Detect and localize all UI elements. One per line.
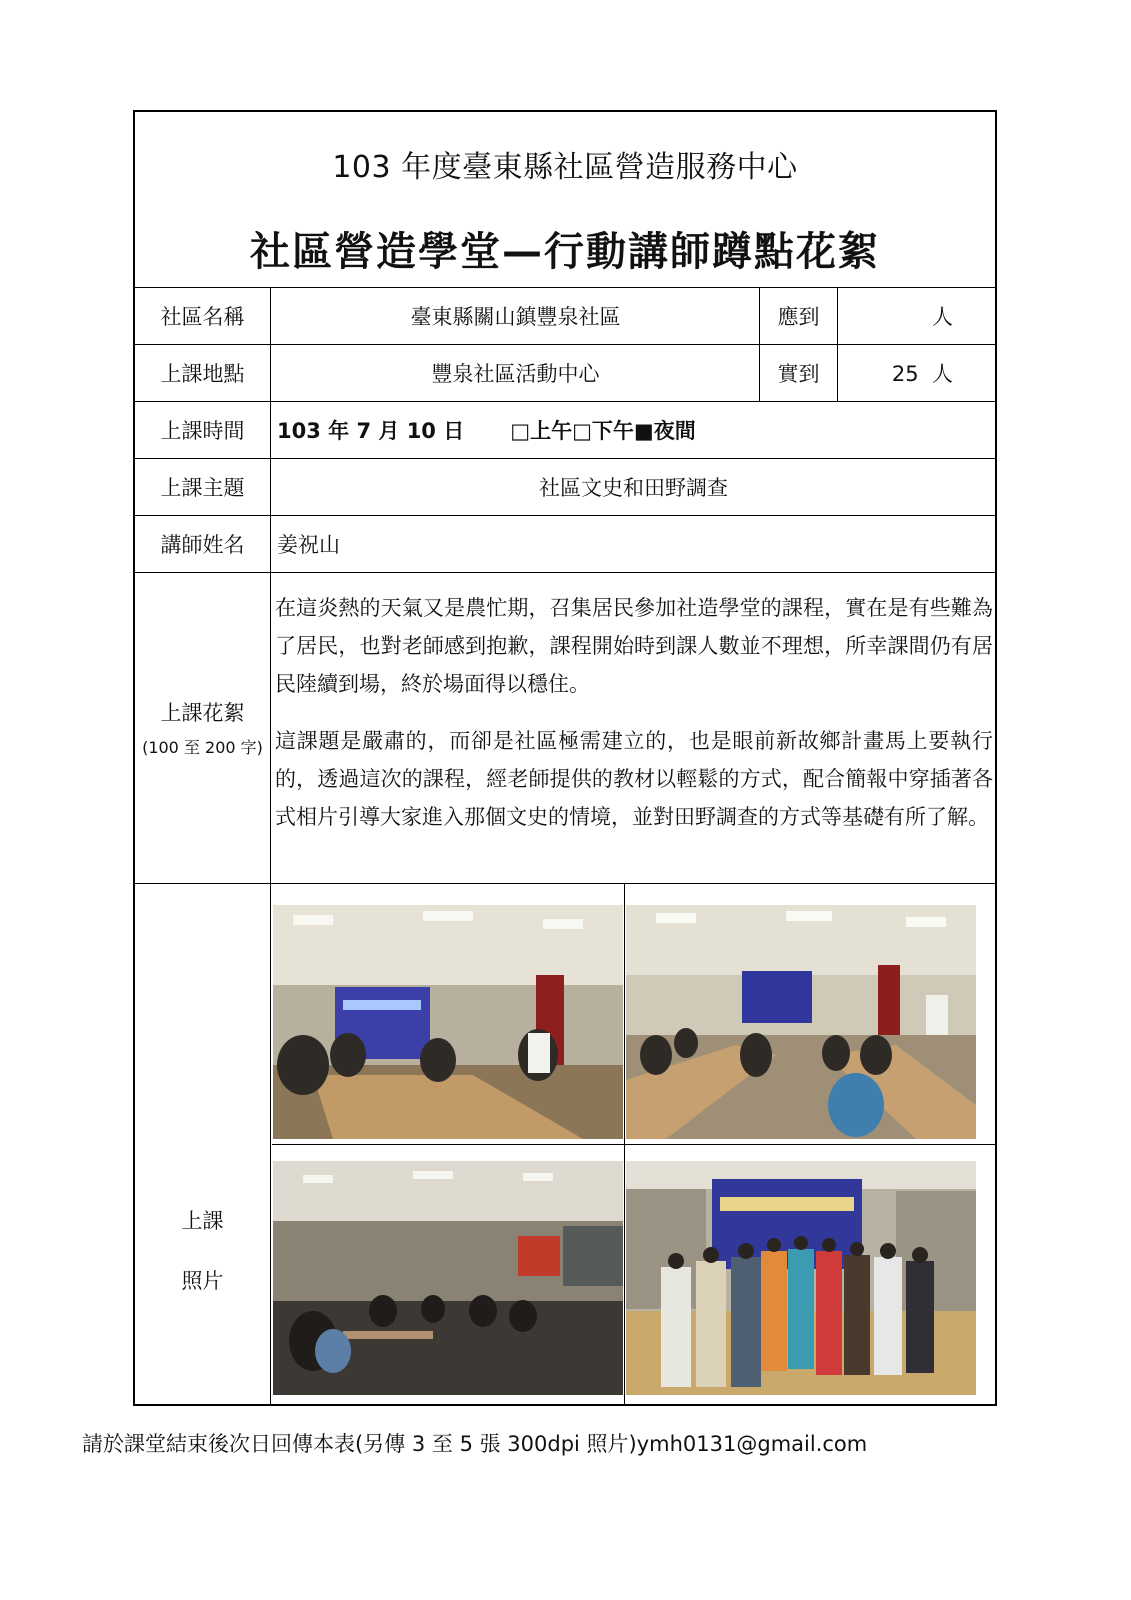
time-of-day-options: □上午□下午■夜間	[510, 418, 696, 443]
footer-instructions: 請於課堂結束後次日回傳本表(另傳 3 至 5 張 300dpi 照片)ymh0131@gmail.com	[82, 1432, 868, 1456]
row-notes	[135, 572, 995, 884]
community-label: 社區名稱	[135, 287, 271, 344]
actual-attendance-value: 25 人	[891, 361, 953, 386]
row-topic	[135, 458, 995, 516]
form-title: 社區營造學堂—行動講師蹲點花絮	[250, 229, 880, 275]
notes-paragraph-2: 這課題是嚴肅的，而卻是社區極需建立的，也是眼前新故鄉計畫馬上要執行的，透過這次的課程，經老師提供的教材以輕鬆的方式，配合簡報中穿插著各式相片引導大家進入那個文史的情境，並對田野調查的方式等基礎有所了解。	[275, 729, 993, 829]
row-time	[135, 401, 995, 459]
class-photo-4	[626, 1161, 976, 1395]
row-teacher	[135, 515, 995, 573]
actual-attendance-label: 實到	[760, 344, 838, 401]
notes-label: 上課花絮	[160, 701, 245, 725]
report-form	[133, 110, 997, 1406]
location-value: 豐泉社區活動中心	[272, 344, 760, 401]
row-photos	[135, 883, 995, 1404]
time-label: 上課時間	[135, 401, 271, 458]
class-photo-1	[273, 905, 623, 1139]
row-location	[135, 344, 995, 402]
class-photo-2	[626, 905, 976, 1139]
topic-value: 社區文史和田野調查	[539, 475, 728, 500]
location-label: 上課地點	[135, 344, 271, 401]
notes-paragraph-1: 在這炎熱的天氣又是農忙期，召集居民參加社造學堂的課程，實在是有些難為了居民，也對老師感到抱歉，課程開始時到課人數並不理想，所幸課間仍有居民陸續到場，終於場面得以穩住。	[275, 596, 993, 696]
form-subtitle: 103 年度臺東縣社區營造服務中心	[332, 150, 798, 185]
notes-word-limit: (100 至 200 字)	[142, 738, 263, 757]
class-date: 103 年 7 月 10 日	[277, 418, 465, 443]
expected-attendance-label: 應到	[760, 287, 838, 344]
teacher-value: 姜祝山	[277, 532, 340, 557]
photos-label-line1: 上課	[181, 1208, 224, 1233]
topic-label: 上課主題	[135, 458, 271, 515]
row-community	[135, 287, 995, 345]
photo-grid-divider-h	[272, 1144, 995, 1145]
time-value	[272, 401, 995, 458]
class-photo-3	[273, 1161, 623, 1395]
photos-label-cell	[135, 883, 271, 1404]
expected-attendance-value: 人	[932, 304, 953, 329]
notes-label-cell	[135, 572, 271, 883]
form-header	[135, 112, 995, 288]
community-value: 臺東縣關山鎮豐泉社區	[272, 287, 760, 344]
teacher-label: 講師姓名	[135, 515, 271, 572]
photos-label-line2: 照片	[181, 1268, 224, 1293]
